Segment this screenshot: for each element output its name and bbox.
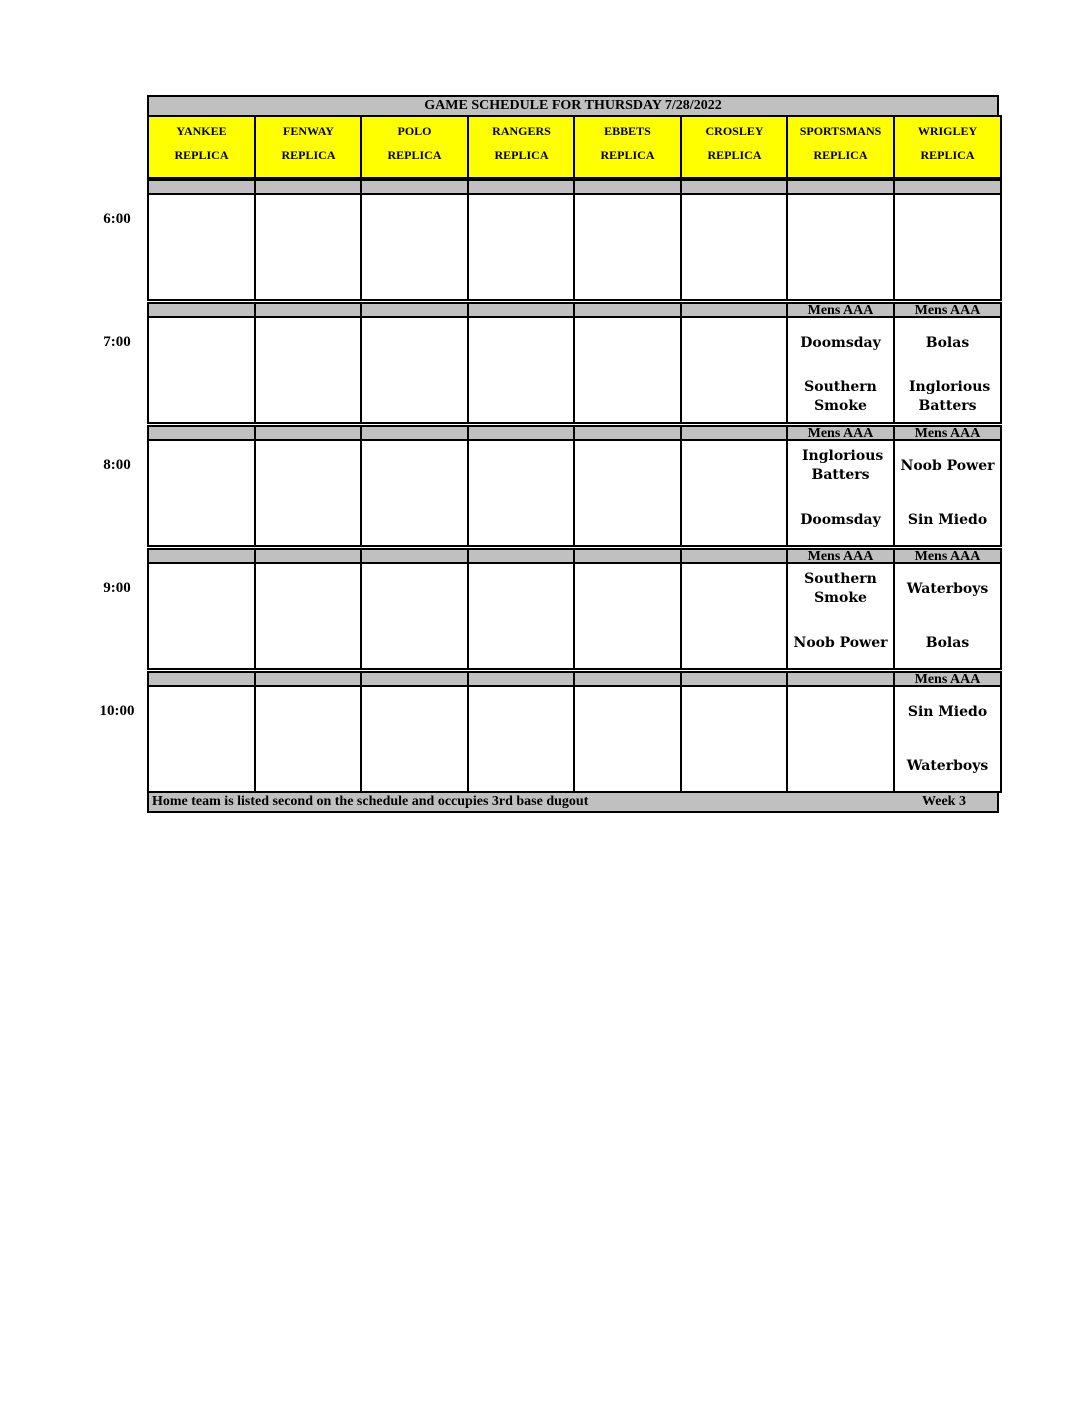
time-label: 6:00	[103, 211, 131, 227]
field-header-fenway	[254, 115, 363, 179]
home-team: Doomsday	[800, 512, 881, 528]
game-cell	[680, 439, 789, 547]
game-cell	[573, 439, 682, 547]
game-cell	[573, 316, 682, 424]
field-subtitle: REPLICA	[387, 148, 442, 162]
home-team: Sin Miedo	[907, 512, 988, 528]
game-cell	[893, 685, 1002, 793]
game-cell	[680, 316, 789, 424]
home-team: Inglorious Batters	[909, 379, 991, 414]
division-bar: Mens AAA	[786, 425, 895, 441]
game-cell	[360, 562, 469, 670]
division-bar: Mens AAA	[893, 548, 1002, 564]
field-name: SPORTSMANS	[799, 124, 882, 138]
home-team: Southern Smoke	[804, 379, 877, 414]
game-cell	[786, 193, 895, 301]
field-header-ebbets	[573, 115, 682, 179]
game-cell	[467, 193, 576, 301]
game-cell	[467, 316, 576, 424]
away-team: Doomsday	[800, 335, 881, 351]
field-subtitle: REPLICA	[281, 148, 336, 162]
footer-note: Home team is listed second on the schedule and occupies 3rd base dugout	[152, 794, 589, 809]
game-cell	[786, 439, 895, 547]
game-cell	[360, 193, 469, 301]
game-cell	[893, 562, 1002, 670]
division-bar: Mens AAA	[893, 671, 1002, 687]
game-cell	[573, 562, 682, 670]
game-cell	[147, 316, 256, 424]
field-name: YANKEE	[176, 124, 227, 138]
away-team: Waterboys	[906, 581, 989, 597]
home-team: Waterboys	[906, 758, 989, 774]
game-cell	[360, 685, 469, 793]
game-cell	[893, 316, 1002, 424]
field-header-crosley	[680, 115, 789, 179]
schedule-title: GAME SCHEDULE FOR THURSDAY 7/28/2022	[147, 95, 999, 117]
game-cell	[893, 193, 1002, 301]
division-bar: Mens AAA	[786, 302, 895, 318]
division-bar: Mens AAA	[893, 425, 1002, 441]
game-cell	[573, 685, 682, 793]
time-label: 8:00	[103, 457, 131, 473]
game-cell	[467, 439, 576, 547]
time-label: 9:00	[103, 580, 131, 596]
home-team: Bolas	[925, 635, 970, 651]
game-cell	[147, 193, 256, 301]
home-team: Noob Power	[793, 635, 888, 651]
schedule-table	[99, 95, 999, 813]
away-team: Sin Miedo	[907, 704, 988, 720]
game-cell	[467, 685, 576, 793]
game-cell	[680, 193, 789, 301]
time-label: 10:00	[99, 703, 135, 719]
time-label: 7:00	[103, 334, 131, 350]
game-cell	[254, 193, 363, 301]
away-team: Bolas	[925, 335, 970, 351]
game-cell	[147, 562, 256, 670]
game-cell	[680, 685, 789, 793]
game-cell	[254, 316, 363, 424]
field-header-rangers	[467, 115, 576, 179]
field-name: EBBETS	[604, 124, 651, 138]
away-team: Southern Smoke	[804, 571, 877, 606]
game-cell	[573, 193, 682, 301]
game-cell	[254, 685, 363, 793]
schedule-footer	[147, 791, 999, 813]
game-cell	[786, 316, 895, 424]
division-bar: Mens AAA	[786, 548, 895, 564]
field-name: POLO	[397, 124, 432, 138]
game-cell	[680, 562, 789, 670]
field-subtitle: REPLICA	[174, 148, 229, 162]
field-header-sportsmans	[786, 115, 895, 179]
game-cell	[147, 439, 256, 547]
field-subtitle: REPLICA	[813, 148, 868, 162]
game-cell	[147, 685, 256, 793]
field-subtitle: REPLICA	[494, 148, 549, 162]
game-cell	[893, 439, 1002, 547]
game-cell	[360, 439, 469, 547]
field-header-polo	[360, 115, 469, 179]
field-header-wrigley	[893, 115, 1002, 179]
game-cell	[786, 562, 895, 670]
game-cell	[254, 439, 363, 547]
field-header-yankee	[147, 115, 256, 179]
field-name: RANGERS	[492, 124, 551, 138]
game-cell	[360, 316, 469, 424]
game-cell	[786, 685, 895, 793]
field-name: WRIGLEY	[917, 124, 978, 138]
field-subtitle: REPLICA	[707, 148, 762, 162]
division-bar: Mens AAA	[893, 302, 1002, 318]
field-subtitle: REPLICA	[600, 148, 655, 162]
game-cell	[254, 562, 363, 670]
field-name: FENWAY	[283, 124, 334, 138]
week-label: Week 3	[922, 794, 966, 809]
away-team: Noob Power	[900, 458, 995, 474]
field-subtitle: REPLICA	[920, 148, 975, 162]
away-team: Inglorious Batters	[802, 448, 884, 483]
game-cell	[467, 562, 576, 670]
field-name: CROSLEY	[705, 124, 764, 138]
